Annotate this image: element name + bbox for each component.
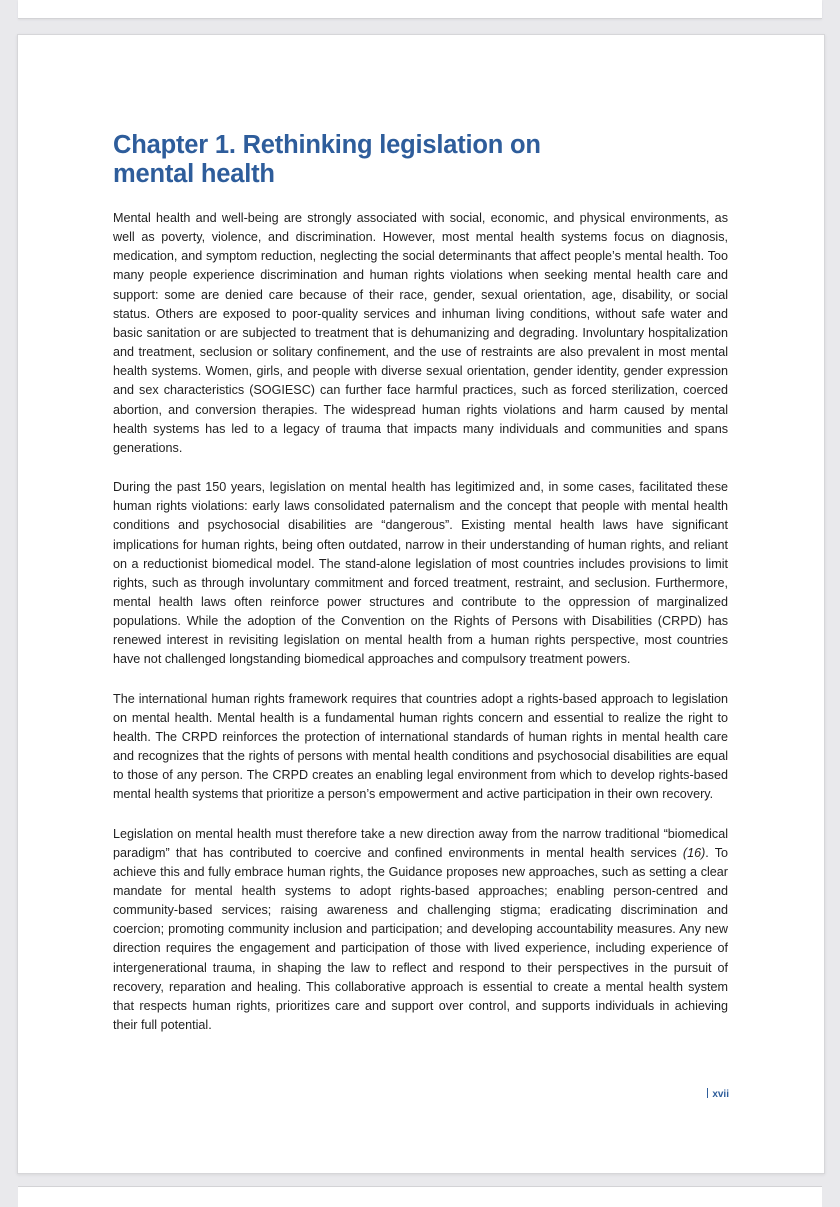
citation-reference: (16)	[682, 845, 706, 860]
paragraph-4	[113, 825, 728, 1036]
paragraph-3: The international human rights framework requires that countries adopt a rights-based approach to legislation on mental health. Mental health is a fundamental human rights concern and essential to realize the right to health. The CRPD reinforces the protection of international standards of human rights in mental health care and recognizes that the rights of persons with mental health conditions and psychosocial disabilities are equal to those of any person. The CRPD creates an enabling legal environment from which to develop rights-based mental health systems that prioritize a person’s empowerment and active participation in their own recovery.	[113, 691, 728, 802]
paragraph-4-text-before: Legislation on mental health must therefore take a new direction away from the narrow traditional “biomedical paradigm” that has contributed to coercive and confined environments in mental health services	[113, 826, 728, 860]
paragraph-1: Mental health and well-being are strongly associated with social, economic, and physical environments, as well as poverty, violence, and discrimination. However, most mental health systems focus on diagnosis, medication, and symptom reduction, neglecting the social determinants that affect people’s mental health. Too many people experience discrimination and human rights violations when seeking mental health care and support: some are denied care because of their race, gender, sexual orientation, age, disability, or social status. Others are exposed to poor-quality services and inhuman living conditions, without safe water and basic sanitation or are subjected to treatment that is dehumanizing and degrading. Involuntary hospitalization and treatment, seclusion or solitary confinement, and the use of restraints are also prevalent in most mental health systems. Women, girls, and people with diverse sexual orientation, gender identity, gender expression and sex characteristics (SOGIESC) can further face harmful practices, such as forced sterilization, coerced abortion, and conversion therapies. The widespread human rights violations and harm caused by mental health systems has led to a legacy of trauma that impacts many individuals and communities and spans generations.	[113, 211, 728, 455]
chapter-title-line-2: mental health	[113, 160, 275, 188]
page-number-label: xvii	[712, 1089, 729, 1100]
paragraph-2: During the past 150 years, legislation on mental health has legitimized and, in some cases, facilitated these human rights violations: early laws consolidated paternalism and the concept that people with mental health conditions and psychosocial disabilities are “dangerous”. Existing mental health laws have significant implications for human rights, being often outdated, narrow in their understanding of human rights, and reliant on a reductionist biomedical model. The stand-alone legislation of most countries includes provisions to limit rights, such as through involuntary commitment and forced treatment, restraint, and seclusion. Furthermore, mental health laws often reinforce power structures and contribute to the oppression of marginalized populations. While the adoption of the Convention on the Rights of Persons with Disabilities (CRPD) has renewed interest in revisiting legislation on mental health from a human rights perspective, most countries have not challenged longstanding biomedical approaches and compulsory treatment powers.	[113, 480, 728, 667]
previous-page-edge	[18, 0, 822, 19]
body-text	[113, 209, 728, 1055]
chapter-title	[113, 131, 713, 189]
document-page	[17, 34, 825, 1174]
chapter-title-line-1: Chapter 1. Rethinking legislation on	[113, 131, 541, 159]
next-page-edge	[18, 1186, 822, 1207]
page-number-divider	[707, 1088, 708, 1098]
paragraph-4-text-after: . To achieve this and fully embrace human rights, the Guidance proposes new approaches, such as setting a clear mandate for mental health systems to adopt rights-based approaches; enabling person-centred and community-based services; raising awareness and challenging stigma; eradicating discrimination and coercion; promoting community inclusion and participation; and developing accountability measures. Any new direction requires the engagement and participation of those with lived experience, including experience of intergenerational trauma, in shaping the law to reflect and respond to their perspectives in the pursuit of recovery, reparation and healing. This collaborative approach is essential to create a mental health system that respects human rights, prioritizes care and support over control, and supports individuals in achieving their full potential.	[113, 845, 728, 1033]
page-number	[707, 1088, 729, 1100]
